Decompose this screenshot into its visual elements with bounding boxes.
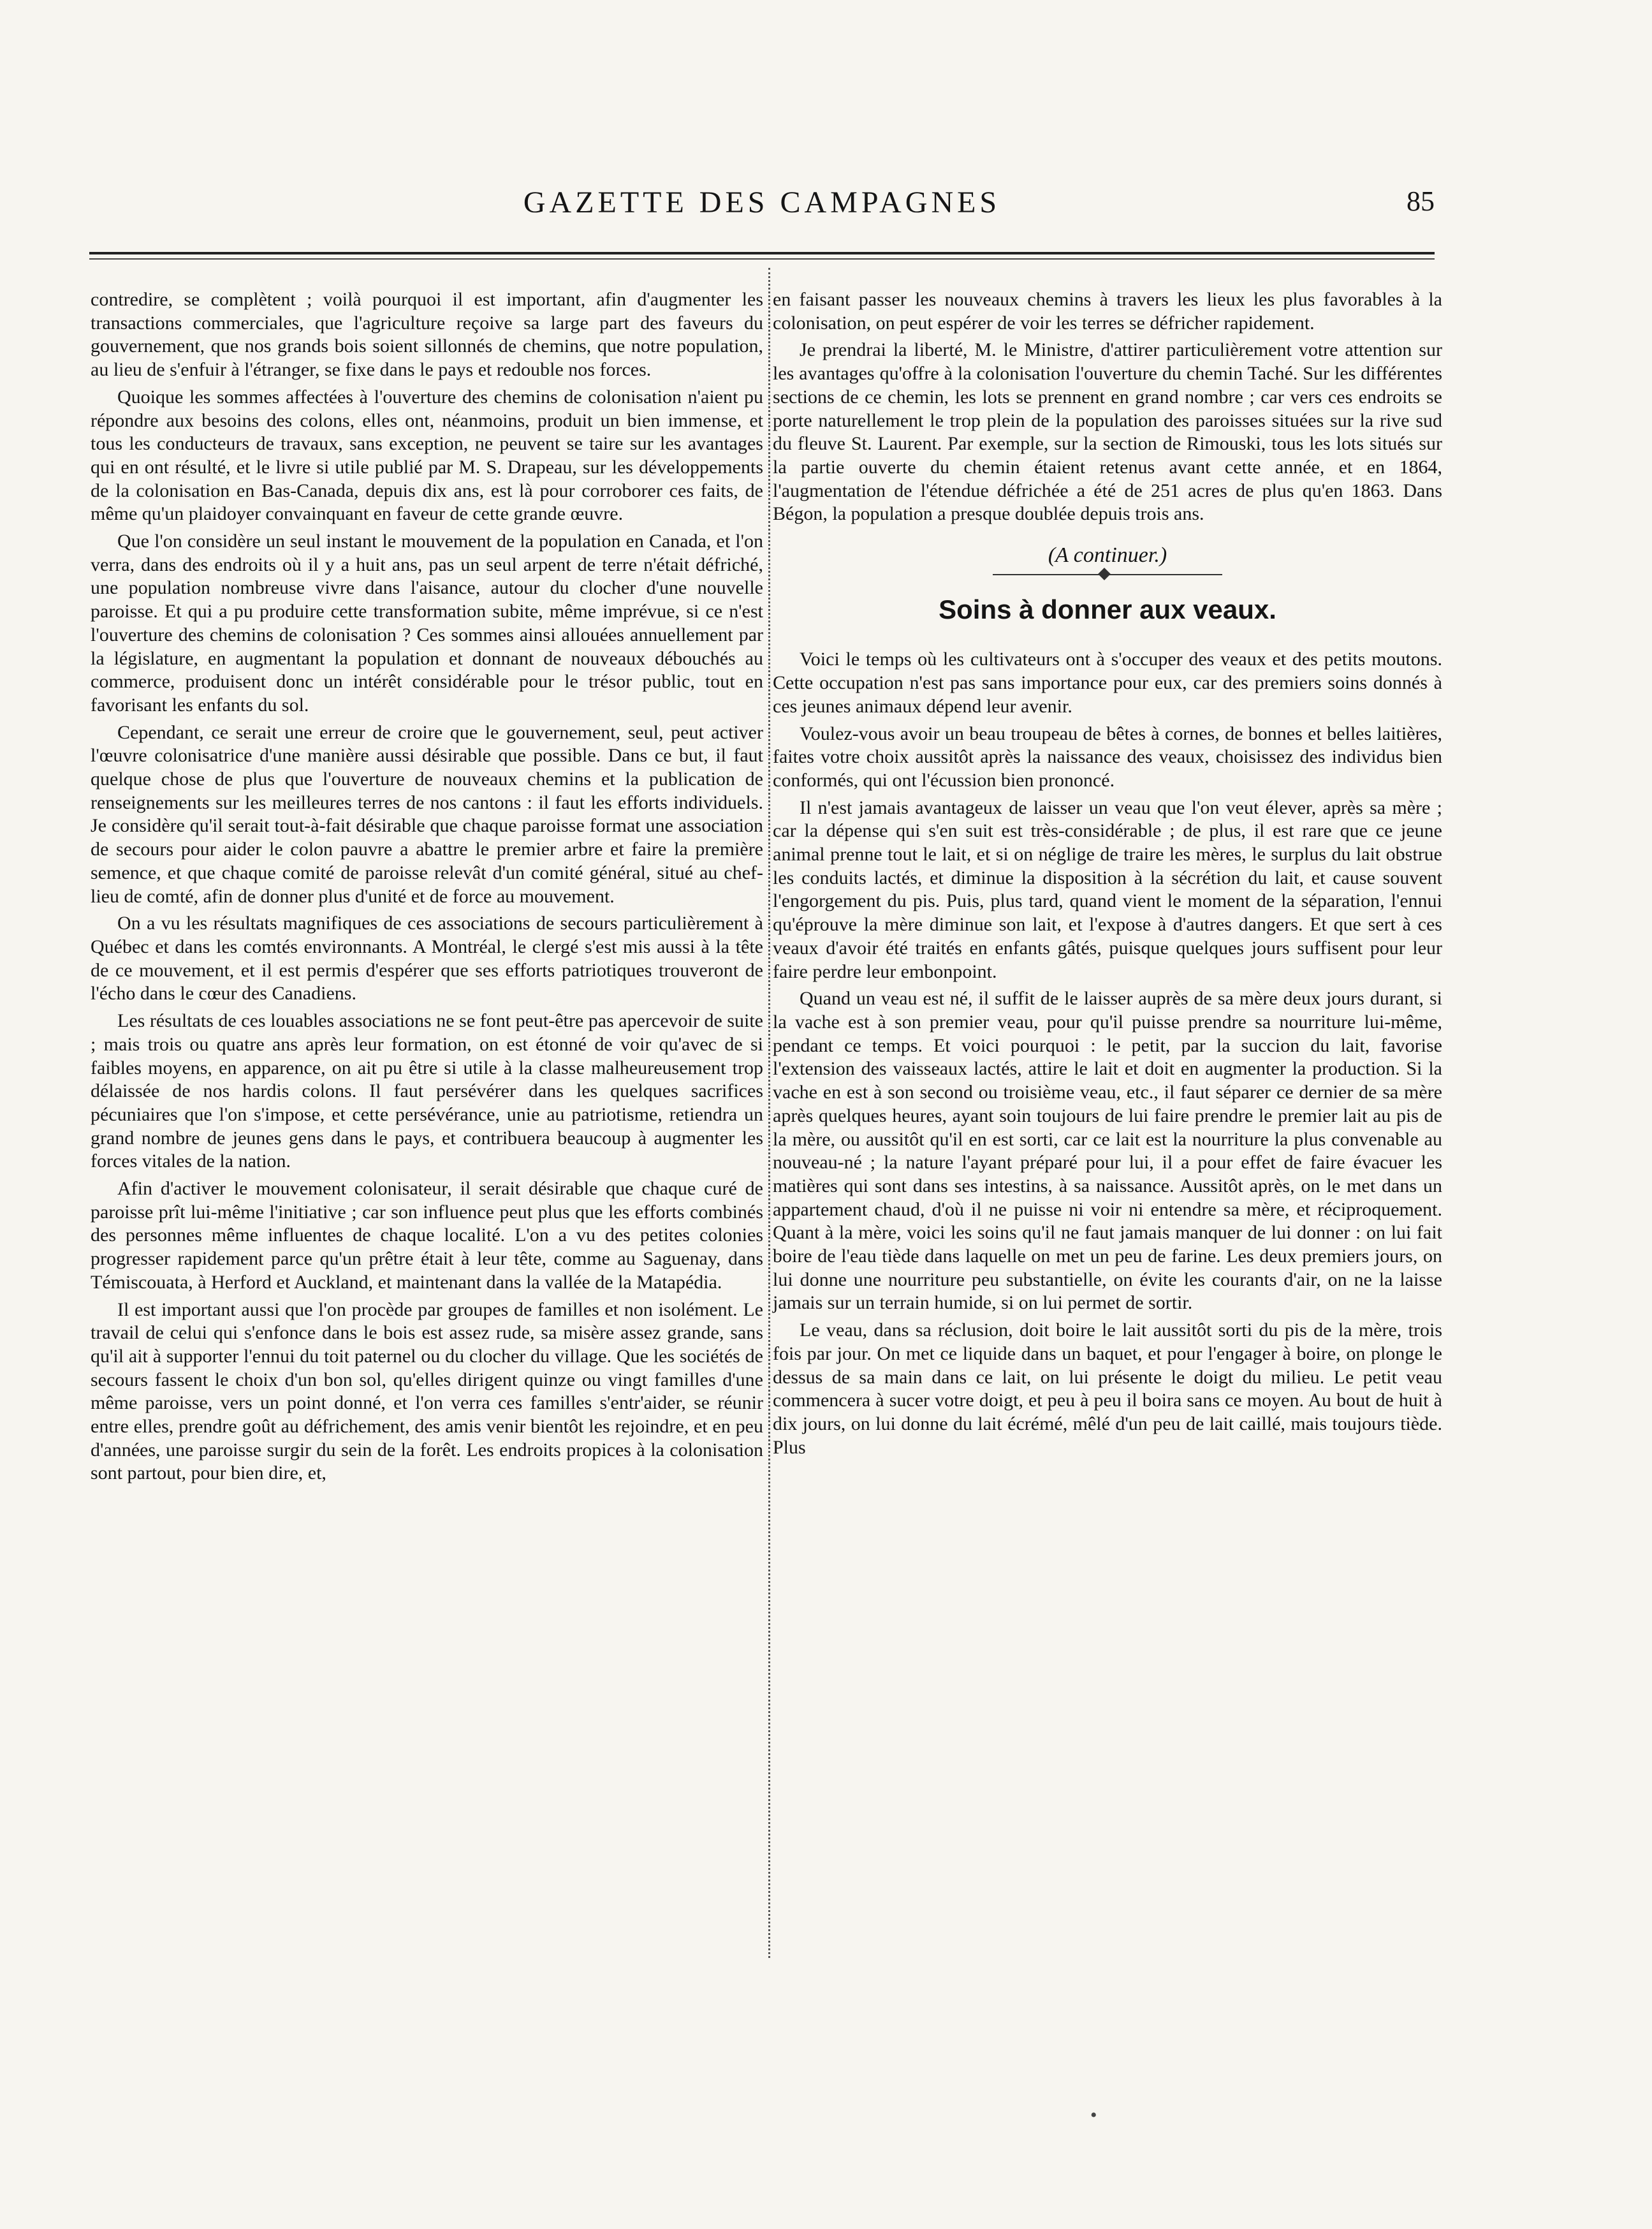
paragraph: Voulez-vous avoir un beau troupeau de bêtes à cornes, de bonnes et belles laitières, faites votre choix aussitôt après la naissance des veaux, choisissez des individus bien conformés, qui ont l'écussion bien prononcé. bbox=[773, 723, 1442, 791]
right-column bbox=[773, 288, 1442, 1463]
paragraph: Je prendrai la liberté, M. le Ministre, d'attirer particulièrement votre attention sur les avantages qu'offre à la colonisation l'ouverture du chemin Taché. Sur les différentes sections de ce chemin, les lots se prennent en grand nombre ; car vers ces endroits se porte naturellement le trop plein de la population des paroisses situées sur la rive sud du fleuve St. Laurent. Par exemple, sur la section de Rimouski, tous les lots situés sur la partie ouverte du chemin étaient retenus avant cette année, et en 1864, l'augmentation de l'étendue défrichée a été de 251 acres de plus qu'en 1863. Dans Bégon, la population a presque doublée depuis trois ans. bbox=[773, 339, 1442, 525]
continuation-note: (A continuer.) bbox=[1048, 543, 1167, 568]
paragraph: Quand un veau est né, il suffit de le laisser auprès de sa mère deux jours durant, si la vache est à son premier veau, pour qu'il puisse prendre sa nourriture lui-même, pendant ce temps. Et voici pourquoi : le petit, par la succion du lait, favorise l'extension des vaisseaux lactés, attire le lait et doit en augmenter la production. Si la vache en est à son second ou troisième veau, etc., il faut séparer ce dernier de sa mère après quelques heures, ayant soin toujours de lui faire prendre le premier lait au pis de la mère, ou aussitôt qu'il en est sorti, car ce lait est la nourriture la plus convenable au nouveau-né ; la nature l'ayant préparé pour lui, il a pour effet de faire évacuer les matières qui sont dans ses intestins, à sa naissance. Aussitôt après, on le met dans un appartement chaud, d'où il ne puisse ni voir ni entendre sa mère, et réciproquement. Quant à la mère, voici les soins qu'il ne faut jamais manquer de lui donner : on lui fait boire de l'eau tiède dans laquelle on met un peu de farine. Les deux premiers jours, on lui donne une nourriture peu substantielle, on évite les courants d'air, on ne la laisse jamais sur un terrain humide, si on lui permet de sortir. bbox=[773, 988, 1442, 1314]
paragraph: On a vu les résultats magnifiques de ces associations de secours particulièrement à Québec et dans les comtés environnants. A Montréal, le clergé s'est mis aussi à la tête de ce mouvement, et il est permis d'espérer que ses efforts patriotiques trouveront de l'écho dans le cœur des Canadiens. bbox=[91, 913, 763, 1004]
paragraph: contredire, se complètent ; voilà pourquoi il est important, afin d'augmenter les transactions commerciales, que l'agriculture reçoive sa large part des faveurs du gouvernement, que nos grands bois soient sillonnés de chemins, que notre population, au lieu de s'enfuir à l'étranger, se fixe dans le pays et redouble nos forces. bbox=[91, 289, 763, 381]
paragraph: Le veau, dans sa réclusion, doit boire le lait aussitôt sorti du pis de la mère, trois fois par jour. On met ce liquide dans un baquet, et pour l'engager à boire, on plonge le dessus de sa main dans ce lait, on lui présente le doigt du milieu. Le petit veau commencera à sucer votre doigt, et peu à peu il boira sans ce moyen. Au bout de huit à dix jours, on lui donne du lait écrémé, mêlé d'un peu de lait caillé, mais toujours tiède. Plus bbox=[773, 1320, 1442, 1458]
paragraph: Cependant, ce serait une erreur de croire que le gouvernement, seul, peut activer l'œuvre colonisatrice d'une manière aussi désirable que possible. Dans ce but, il faut quelque chose de plus que l'ouverture de nouveaux chemins et la publication de renseignements sur les meilleures terres de nos cantons : il faut les efforts individuels. Je considère qu'il serait tout-à-fait désirable que chaque paroisse format une association de secours pour aider le colon pauvre a abattre le premier arbre et faire la première semence, et que chaque comité de paroisse relevât d'un comité général, situé au chef-lieu de comté, afin de donner plus d'unité et de force au mouvement. bbox=[91, 721, 763, 907]
paragraph: Quoique les sommes affectées à l'ouverture des chemins de colonisation n'aient pu répondre aux besoins des colons, elles ont, néanmoins, produit un bien immense, et tous les conducteurs de travaux, sans exception, ne peuvent se taire sur les avantages qui en ont résulté, et le livre si utile publié par M. S. Drapeau, sur les développements de la colonisation en Bas-Canada, depuis dix ans, est là pour corroborer ces faits, de même qu'un plaidoyer convainquant en faveur de cette grande œuvre. bbox=[91, 386, 763, 525]
left-column bbox=[91, 288, 763, 1489]
paragraph: Afin d'activer le mouvement colonisateur, il serait désirable que chaque curé de paroisse prît lui-même l'initiative ; car son influence peut plus que les efforts combinés des personnes même influentes de chaque localité. L'on a vu des petites colonies progresser rapidement parce qu'un prêtre était à leur tête, comme au Saguenay, dans Témiscouata, à Herford et Auckland, et maintenant dans la vallée de la Matapédia. bbox=[91, 1178, 763, 1293]
paragraph: Il est important aussi que l'on procède par groupes de familles et non isolément. Le travail de celui qui s'enfonce dans le bois est assez rude, sa misère assez grande, sans qu'il ait à supporter l'ennui du toit paternel ou du clocher du village. Que les sociétés de secours fassent le choix d'un bon sol, qu'elles dirigent quinze ou vingt familles d'une même paroisse, vers un point donné, et l'on verra ces familles s'entr'aider, se réunir entre elles, prendre goût au défrichement, des amis venir bientôt les rejoindre, et en peu d'années, une paroisse surgir du sein de la forêt. Les endroits propices à la colonisation sont partout, pour bien dire, et, bbox=[91, 1298, 763, 1484]
paragraph: Il n'est jamais avantageux de laisser un veau que l'on veut élever, après sa mère ; car la dépense qui s'en suit est très-considérable ; de plus, il est rare que ce jeune animal prenne tout le lait, et si on néglige de traire les mères, le surplus du lait obstrue les conduits lactés, et diminue la disposition à la sécrétion du lait, et cause souvent l'engorgement du pis. Puis, plus tard, quand vient le moment de la séparation, l'ennui qu'éprouve la mère diminue son lait, et l'expose à d'autres dangers. Et que sert à ces veaux d'avoir été traités en enfants gâtés, puisque quelques jours suffisent pour leur faire perdre leur embonpoint. bbox=[773, 797, 1442, 982]
article-title: Soins à donner aux veaux. bbox=[939, 594, 1276, 624]
publication-title: GAZETTE DES CAMPAGNES bbox=[523, 186, 1001, 219]
paragraph: Voici le temps où les cultivateurs ont à s'occuper des veaux et des petits moutons. Cette occupation n'est pas sans importance pour eux, car des premiers soins donnés à ces jeunes animaux dépend leur avenir. bbox=[773, 649, 1442, 717]
paragraph: Les résultats de ces louables associations ne se font peut-être pas apercevoir de suite ; mais trois ou quatre ans après leur formation, on est étonné de voir qu'avec de si faibles moyens, en apparence, on ait pu être si utile à la classe malheureusement trop délaissée de nos hardis colons. Il faut persévérer dans les quelques sacrifices pécuniaires que l'on s'impose, et cette persévérance, unie au patriotisme, retiendra un grand nombre de jeunes gens dans le pays, et contribuera beaucoup à augmenter les forces vitales de la nation. bbox=[91, 1010, 763, 1172]
page-number: 85 bbox=[1407, 186, 1435, 217]
paragraph: en faisant passer les nouveaux chemins à travers les lieux les plus favorables à la colonisation, on peut espérer de voir les terres se défricher rapidement. bbox=[773, 289, 1442, 334]
section-ornament bbox=[993, 574, 1222, 580]
page-header bbox=[89, 185, 1435, 236]
column-divider bbox=[768, 268, 770, 1958]
ink-speck: • bbox=[1090, 2105, 1097, 2126]
paragraph: Que l'on considère un seul instant le mouvement de la population en Canada, et l'on verra, dans des endroits où il y a huit ans, pas un seul arpent de terre n'était défriché, une population nombreuse vivre dans l'aisance, autour du clocher d'une nouvelle paroisse. Et qui a pu produire cette transformation subite, même imprévue, si ce n'est l'ouverture des chemins de colonisation ? Ces sommes ainsi allouées annuellement par la législature, en augmentant la population et donnant de nouveaux débouchés au commerce, produisent donc un intérêt considérable pour le trésor public, tout en favorisant les enfants du sol. bbox=[91, 531, 763, 716]
header-rule bbox=[89, 252, 1435, 260]
